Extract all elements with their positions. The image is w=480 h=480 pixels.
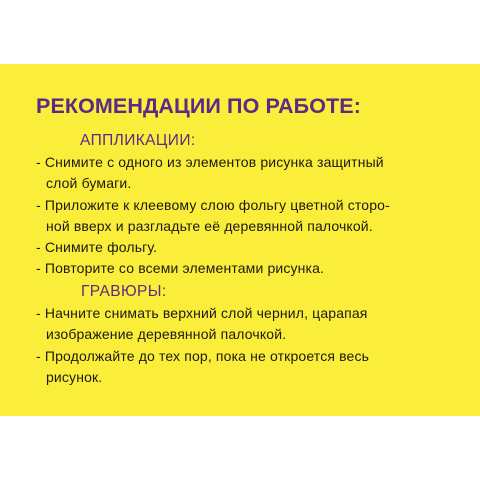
instruction-line: слой бумаги. <box>46 175 132 191</box>
instruction-line: - Приложите к клеевому слою фольгу цветной сторо- <box>36 197 390 213</box>
instruction-line: ной вверх и разгладьте её деревянной палочкой. <box>46 218 373 234</box>
section-heading-engravings: ГРАВЮРЫ: <box>81 283 167 300</box>
card-title: РЕКОМЕНДАЦИИ ПО РАБОТЕ: <box>36 94 361 118</box>
section-heading-applications: АППЛИКАЦИИ: <box>80 132 196 149</box>
instruction-line: изображение деревянной палочкой. <box>46 326 287 342</box>
instruction-line: - Повторите со всеми элементами рисунка. <box>36 260 325 276</box>
instruction-line: - Снимите с одного из элементов рисунка защитный <box>36 154 384 170</box>
instruction-line: - Начните снимать верхний слой чернил, царапая <box>36 305 368 321</box>
instruction-line: - Продолжайте до тех пор, пока не откроется весь <box>36 348 370 364</box>
instruction-line: рисунок. <box>46 369 103 385</box>
instruction-line: - Снимите фольгу. <box>36 239 158 255</box>
instruction-card <box>0 64 480 416</box>
